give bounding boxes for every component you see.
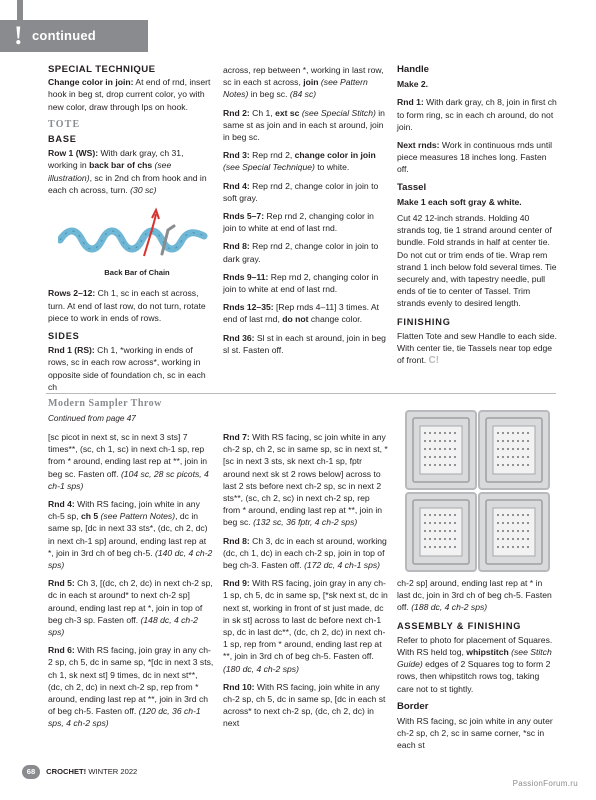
continued-banner: [0, 20, 148, 52]
rnds-12-35-text: Rnds 12–35: [Rep rnds 4–11] 3 times. At end of last rnd, do not change color.: [223, 302, 380, 325]
border-text: With RS facing, sc join white in any outer ch-2 sp, ch 2, sc in same corner, *sc in each st: [397, 716, 553, 751]
tote-heading: TOTE: [48, 118, 81, 130]
handle-next-rnds-text: Next rnds: Work in continuous rnds until piece measures 18 inches long. Fasten off.: [397, 140, 553, 175]
assembly-text: Refer to photo for placement of Squares. With RS held tog, whipstitch (see Stitch Guide) edges of 2 Squares tog to form 2 rows, then whipstitch rows tog, taking care not to st tightly.: [397, 634, 553, 694]
base-heading: BASE: [48, 134, 77, 145]
border-heading: Border: [397, 700, 429, 712]
rnd-3-text: Rnd 3: Rep rnd 2, change color in join (see Special Technique) to white.: [223, 150, 376, 173]
sampler-column-2: [223, 431, 389, 736]
rnds-9-11-text: Rnds 9–11: Rep rnd 2, changing color in join to white at end of last rnd.: [223, 271, 379, 295]
sampler-rnd-10-cont-text: ch-2 sp] around, ending last rep at * in last dc, join in 3rd ch of beg ch-5. Fasten off. (188 dc, 4 ch-2 sps): [397, 578, 552, 613]
rnd-8-text: Rnd 8: Rep rnd 2, change color in join to dark gray.: [223, 241, 379, 264]
watermark: PassionForum.ru: [512, 779, 578, 788]
finishing-heading: FINISHING: [397, 316, 451, 327]
rnd-4-text: Rnd 4: Rep rnd 2, change color in join to soft gray.: [223, 180, 379, 203]
sampler-rnd-8-text: Rnd 8: Ch 3, dc in each st around, working (dc, ch 1, dc) in each ch-2 sp, join in top of beg ch-3. Fasten off. (172 dc, 4 ch-1 sps): [223, 535, 387, 571]
sampler-column-1: [48, 431, 214, 736]
sampler-rnd-4-text: Rnd 4: With RS facing, join white in any ch-5 sp, ch 5 (see Pattern Notes), dc in same sp, [dc in next 33 sts*, (dc, ch 2, dc) in next ch-1 sp] around, ending last rep at *, join in 3rd ch of beg ch-5. (140 dc, 4 ch-2 sps): [48, 499, 213, 571]
special-technique-text: Change color in join: At end of rnd, insert hook in beg st, drop current color, yo with new color, draw through lps on hook.: [48, 77, 211, 112]
rnds-5-7-text: Rnds 5–7: Rep rnd 2, changing color in join to white at end of last rnd.: [223, 211, 374, 234]
page-number: 68: [22, 765, 40, 779]
tassel-heading: Tassel: [397, 181, 427, 193]
assembly-heading: ASSEMBLY & FINISHING: [397, 620, 522, 631]
column-1: [48, 64, 214, 399]
magazine-issue: WINTER 2022: [86, 767, 138, 776]
sampler-title: Modern Sampler Throw: [48, 398, 162, 409]
handle-make-2: Make 2.: [397, 79, 429, 90]
handle-heading: Handle: [397, 64, 429, 75]
special-technique-heading: SPECIAL TECHNIQUE: [48, 64, 156, 75]
rnd-36-text: Rnd 36: Sl st in each st around, join in beg sl st. Fasten off.: [223, 332, 386, 355]
continued-from-note: Continued from page 47: [48, 414, 136, 423]
exclamation-icon: !: [14, 21, 23, 50]
sampler-rnd-10-text: Rnd 10: With RS facing, join white in any ch-2 sp, ch 5, dc in same sp, [dc in each st across* to next ch-2 sp, (dc, ch 2, dc) in next: [223, 681, 386, 729]
sampler-rnd-9-text: Rnd 9: With RS facing, join gray in any ch-1 sp, ch 5, dc in same sp, [*sk next st, dc in next st, working in front of st just made, dc in sk st] across to last dc before next ch-1 sp, dc in last dc**, (dc, ch 2, dc) in next ch-1 sp, rep from * around, ending last rep at **, join in 3rd ch of beg ch-5. Fasten off. (180 dc, 4 ch-2 sps): [223, 578, 388, 674]
page-footer: [22, 765, 137, 779]
finishing-text: Flatten Tote and sew Handle to each side. With center tie, tie Tassels near top edge of front. C!: [397, 330, 557, 367]
handle-rnd-1-text: Rnd 1: With dark gray, ch 8, join in first ch to form ring, sc in each ch around, do not join.: [397, 97, 557, 132]
sides-rnd-1-cont: across, rep between *, working in last row, sc in each st across, join (see Pattern Notes) in beg sc. (84 sc): [223, 65, 384, 100]
sides-heading: SIDES: [48, 331, 80, 342]
section-divider: [46, 393, 556, 394]
sampler-rnd-5-text: Rnd 5: Ch 3, [(dc, ch 2, dc) in next ch-2 sp, dc in each st around* to next ch-2 sp] around, ending last rep at *, join in top of beg ch-3 sp. Fasten off. (148 dc, 4 ch-2 sps): [48, 578, 213, 638]
sampler-column-3: [397, 577, 557, 758]
tassel-text: Cut 42 12-inch strands. Holding 40 strands tog, tie 1 strand around center of bundle. Fold strands in half at center tie. Do not cut or trim ends of tie. Wrap rem strand 1 inch below fold several times. Tie securely and, with tapestry needle, pull ends of tie to center of Tassel. Trim strands evenly to desired length.: [397, 213, 557, 309]
sides-rnd-1-text: Rnd 1 (RS): Ch 1, *working in ends of rows, sc in each row across*, working in opposite side of foundation ch, sc in each ch: [48, 345, 206, 392]
column-2: [223, 64, 387, 362]
rows-2-12-text: Rows 2–12: Ch 1, sc in each st across, turn. At end of last row, do not turn, rotate piece to work in ends of rows.: [48, 288, 206, 323]
sampler-rnd-7-text: Rnd 7: With RS facing, sc join white in any ch-2 sp, ch 2, sc in same sp, sc in next st, *[sc in next 3 sts, sk next ch-1 sp, fptr around next sk st 2 rows below] across to last 2 sts before next ch-2 sp, sc in next 2 sts**, (sc, ch 2, sc) in next ch-2 sp, rep from * around, ending last rep at **, join in beg sc. (132 sc, 36 fptr, 4 ch-2 sps): [223, 432, 388, 528]
end-mark-icon: C!: [428, 355, 440, 367]
illustration-caption: Back Bar of Chain: [104, 268, 170, 278]
tassel-make-text: Make 1 each soft gray & white.: [397, 196, 522, 207]
magazine-name: CROCHET!: [46, 767, 87, 776]
banner-tab: [17, 0, 23, 20]
rnd-2-text: Rnd 2: Ch 1, ext sc (see Special Stitch) in same st as join and in each st around, join in beg sc.: [223, 107, 385, 143]
back-bar-of-chain-illustration: [58, 206, 208, 262]
banner-label: continued: [32, 28, 96, 43]
sampler-throw-photo: [402, 407, 552, 575]
rnd-3-cont-text: [sc picot in next st, sc in next 3 sts] 7 times**, (sc, ch 1, sc) in next ch-1 sp, rep from * around, ending last rep at **, join in beg sc. Fasten off. (104 sc, 28 sc picots, 4 ch-1 sps): [48, 432, 209, 491]
sampler-rnd-6-text: Rnd 6: With RS facing, join gray in any ch-2 sp, ch 5, dc in same sp, *[dc in next 3 sts, ch 1, sk next st] 9 times, dc in next st**, (dc, ch 2, dc) in next ch-2 sp, rep from * around, ending last rep at **, join in 3rd ch of beg ch-5. Fasten off. (120 dc, 36 ch-1 sps, 4 ch-2 sps): [48, 645, 214, 729]
row-1-text: Row 1 (WS): With dark gray, ch 31, working in back bar of chs (see illustration), sc in 2nd ch from hook and in each ch across, turn. (30 sc): [48, 148, 207, 195]
column-3: [397, 64, 557, 373]
